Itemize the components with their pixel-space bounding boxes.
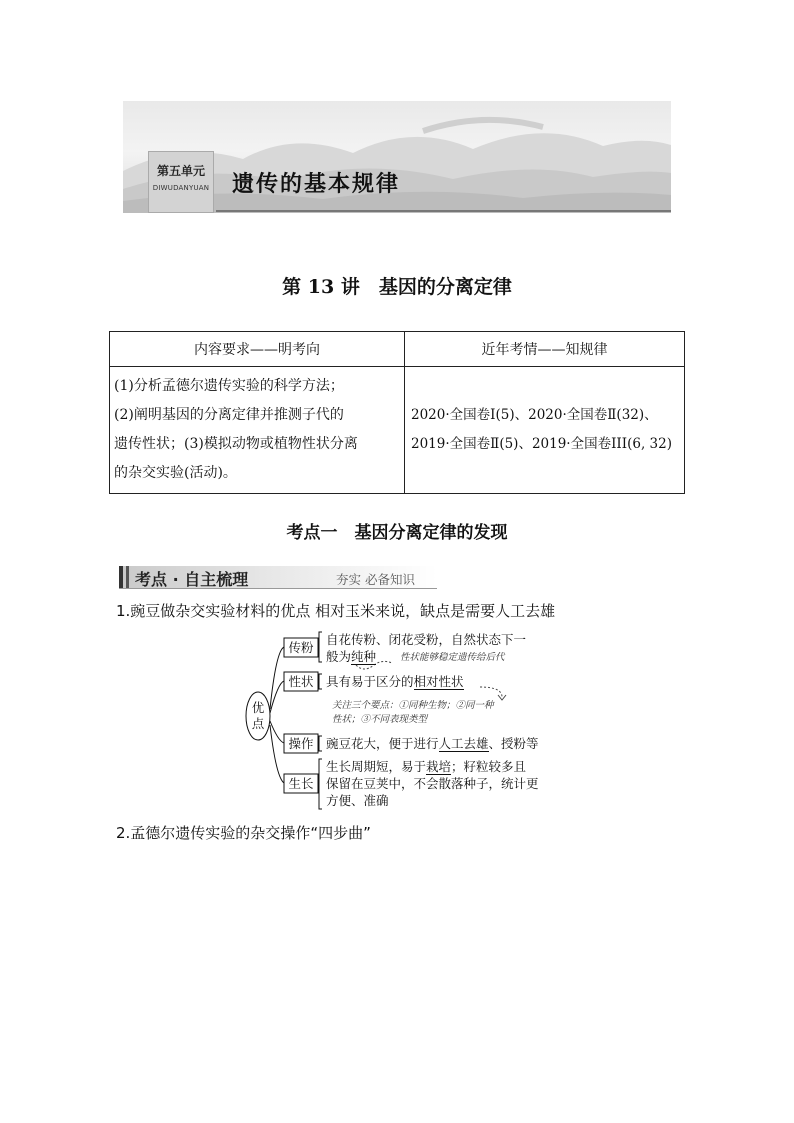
knowledge-label-bar [119, 566, 437, 588]
branch-label-traits: 性状 [288, 674, 314, 689]
requirements-table [109, 331, 685, 494]
exam-history-cell [405, 367, 685, 494]
unit-badge [148, 151, 214, 213]
underlined-term: 纯种 [351, 649, 377, 664]
header-content-requirements: 内容要求——明考向 [110, 332, 405, 367]
exam-line: 2020·全国卷Ⅰ(5)、2020·全国卷Ⅱ(32)、 [411, 407, 658, 423]
growth-text-2: 保留在豆荚中，不会散落种子，统计更 [326, 776, 539, 791]
pollination-text-2: 般为纯种 [326, 649, 377, 664]
unit-pinyin: DIWUDANYUAN [152, 184, 210, 192]
item-hybridization-steps: 2.孟德尔遗传实验的杂交操作“四步曲” [116, 824, 371, 842]
lesson-title: 第 13 讲 基因的分离定律 [282, 276, 512, 298]
underlined-term: 栽培 [426, 759, 452, 774]
item-pea-advantages: 1.豌豆做杂交实验材料的优点 相对玉米来说，缺点是需要人工去雄 [116, 602, 556, 620]
label-marker [126, 566, 129, 588]
section-title: 考点一 基因分离定律的发现 [286, 523, 508, 543]
requirements-cell [110, 367, 405, 494]
exam-line: 2019·全国卷Ⅱ(5)、2019·全国卷III(6, 32) [411, 436, 672, 452]
branch-label-operation: 操作 [288, 736, 314, 751]
advantages-mindmap [240, 629, 560, 819]
handwritten-note: 性状能够稳定遗传给后代 [400, 652, 505, 663]
label-marker [119, 566, 123, 588]
banner-rule [216, 210, 671, 212]
unit-name: 第五单元 [156, 164, 205, 178]
growth-text-3: 方便、准确 [326, 793, 389, 808]
header-recent-exams: 近年考情——知规律 [405, 332, 685, 367]
underlined-term: 相对性状 [413, 674, 464, 689]
requirement-line: 遗传性状；(3)模拟动物或植物性状分离 [114, 436, 358, 452]
pollination-text: 自花传粉、闭花受粉，自然状态下一 [326, 632, 527, 647]
operation-text: 豌豆花大，便于进行人工去雄、授粉等 [326, 736, 539, 751]
mindmap-root: 优点 [251, 700, 265, 731]
unit-title: 遗传的基本规律 [232, 172, 401, 197]
branch-label-growth: 生长 [288, 776, 314, 791]
label-sub: 夯实 必备知识 [336, 572, 415, 587]
requirement-line: 的杂交实验(活动)。 [114, 465, 237, 481]
requirement-line: (2)阐明基因的分离定律并推测子代的 [114, 407, 344, 423]
handwritten-note: 关注三个要点：①同种生物；②同一种 [332, 700, 494, 711]
underlined-term: 人工去雄 [438, 736, 489, 751]
requirement-line: (1)分析孟德尔遗传实验的科学方法； [114, 378, 344, 394]
label-main: 考点 · 自主梳理 [135, 570, 249, 589]
table-header-row [110, 332, 685, 367]
branch-label-pollination: 传粉 [288, 640, 314, 655]
table-row [110, 367, 685, 494]
handwritten-note: 性状；③不同表现类型 [332, 714, 428, 725]
traits-text: 具有易于区分的相对性状 [326, 674, 464, 689]
growth-text: 生长周期短，易于栽培；籽粒较多且 [326, 759, 527, 774]
